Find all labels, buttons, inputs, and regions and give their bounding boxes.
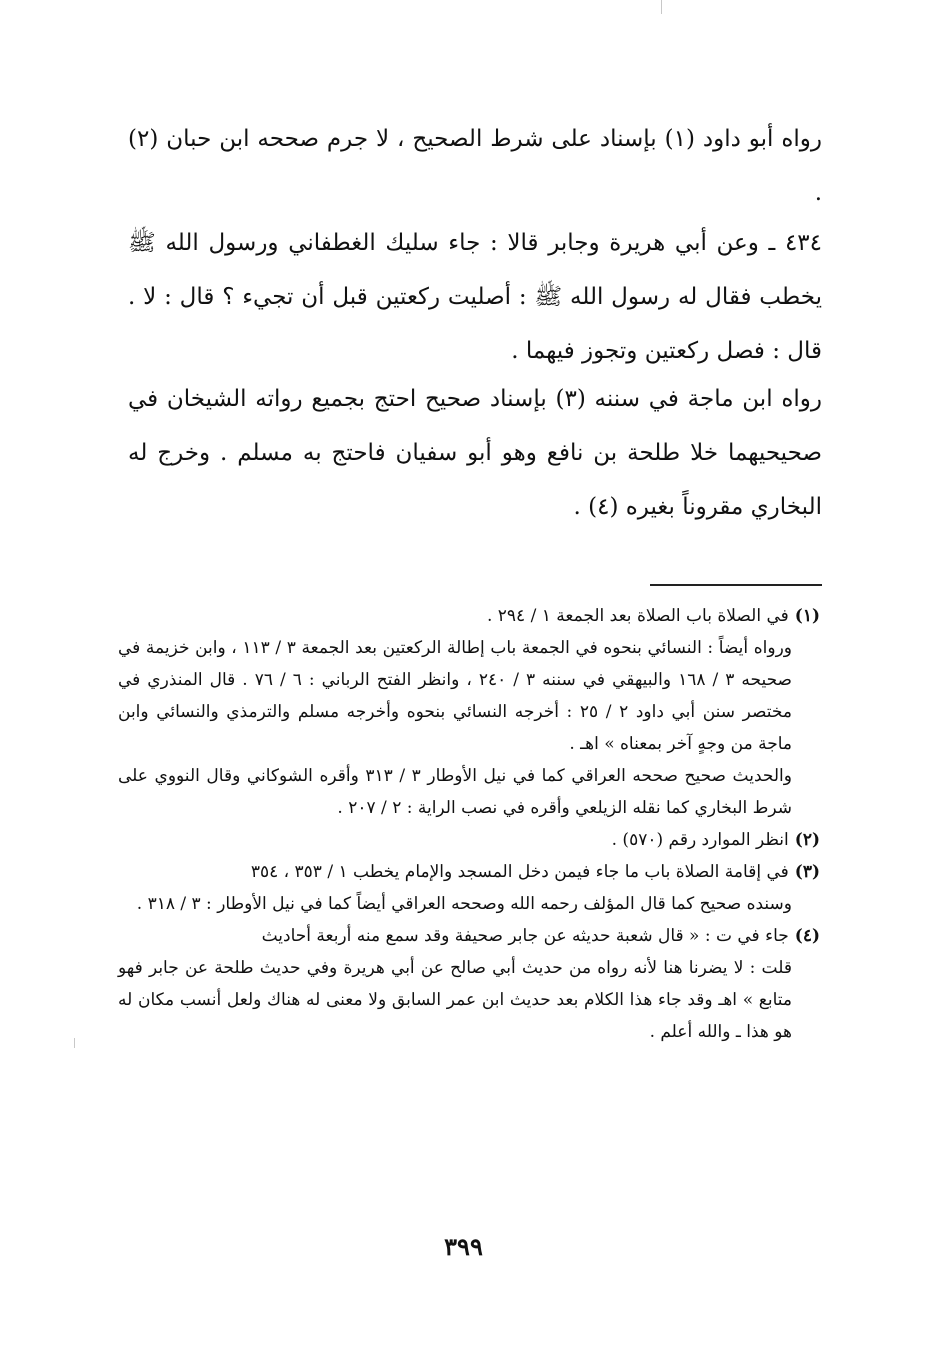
footnote-separator — [650, 584, 822, 586]
scan-mark-left — [74, 1038, 75, 1048]
footnote-text: في إقامة الصلاة باب ما جاء فيمن دخل المسجد والإمام يخطب ١ / ٣٥٣ ، ٣٥٤ — [250, 862, 789, 882]
footnote-1-continuation-1: ورواه أيضاً : النسائي بنحوه في الجمعة باب إطالة الركعتين بعد الجمعة ٣ / ١١٣ ، وابن خزيمة في صحيحه ٣ / ١٦٨ والبيهقي في سننه ٣ / ٢٤٠ ، وانظر الفتح الرباني : ٦ / ٧٦ . قال المنذري في مختصر سنن أبي داود ٢ / ٢٥ : أخرجه النسائي بنحوه وأخرجه مسلم والترمذي والنسائي وابن ماجة من وجهٍ آخر بمعناه » اهـ . — [118, 638, 792, 754]
footnotes — [118, 600, 820, 1048]
main-text-paragraph-3 — [128, 372, 822, 534]
scan-mark-top — [661, 0, 662, 14]
footnote-text: في الصلاة باب الصلاة بعد الجمعة ١ / ٢٩٤ . — [486, 606, 789, 626]
footnote-text: انظر الموارد رقم (٥٧٠) . — [611, 830, 789, 850]
footnote-3-first-line — [118, 856, 820, 888]
footnote-4 — [118, 920, 820, 1048]
main-text-paragraph-1 — [128, 112, 822, 220]
hadith-source-note: رواه أبو داود (١) بإسناد على شرط الصحيح ، لا جرم صححه ابن حبان (٢) . — [128, 126, 822, 206]
footnote-number: (٤) — [794, 926, 820, 946]
footnote-3 — [118, 856, 820, 920]
hadith-434: ٤٣٤ ـ وعن أبي هريرة وجابر قالا : جاء سليك الغطفاني ورسول الله ﷺ يخطب فقال له رسول الله ﷺ : أصليت ركعتين قبل أن تجيء ؟ قال : لا . قال : فصل ركعتين وتجوز فيهما . — [128, 230, 822, 364]
footnote-2 — [118, 824, 820, 856]
footnote-4-first-line — [118, 920, 820, 952]
footnote-4-continuation-1: قلت : لا يضرنا هنا لأنه رواه من حديث أبي صالح عن أبي هريرة وفي حديث طلحة عن جابر فهو متابع » اهـ وقد جاء هذا الكلام بعد حديث ابن عمر السابق ولا معنى له هناك ولعل أنسب مكان له هو هذا ـ والله أعلم . — [118, 958, 792, 1042]
footnote-number: (٣) — [794, 862, 820, 882]
footnote-text: جاء في ت : « قال شعبة حديثه عن جابر صحيفة وقد سمع منه أربعة أحاديث — [261, 926, 789, 946]
main-text-paragraph-2 — [128, 216, 822, 378]
footnote-1-first-line — [118, 600, 820, 632]
footnote-3-continuation-1: وسنده صحيح كما قال المؤلف رحمه الله وصححه العراقي أيضاً كما في نيل الأوطار : ٣ / ٣١٨ . — [136, 894, 792, 914]
footnote-1 — [118, 600, 820, 824]
footnote-2-first-line — [118, 824, 820, 856]
page-number: ٣٩٩ — [444, 1232, 483, 1261]
hadith-434-commentary: رواه ابن ماجة في سننه (٣) بإسناد صحيح احتج بجميع رواته الشيخان في صحيحيهما خلا طلحة بن نافع وهو أبو سفيان فاحتج به مسلم . وخرج له البخاري مقروناً بغيره (٤) . — [128, 386, 822, 520]
footnote-number: (٢) — [794, 830, 820, 850]
footnote-1-continuation-2: والحديث صحيح صححه العراقي كما في نيل الأوطار ٣ / ٣١٣ وأقره الشوكاني وقال النووي على شرط البخاري كما نقله الزيلعي وأقره في نصب الراية : ٢ / ٢٠٧ . — [118, 766, 792, 818]
footnote-number: (١) — [794, 606, 820, 626]
